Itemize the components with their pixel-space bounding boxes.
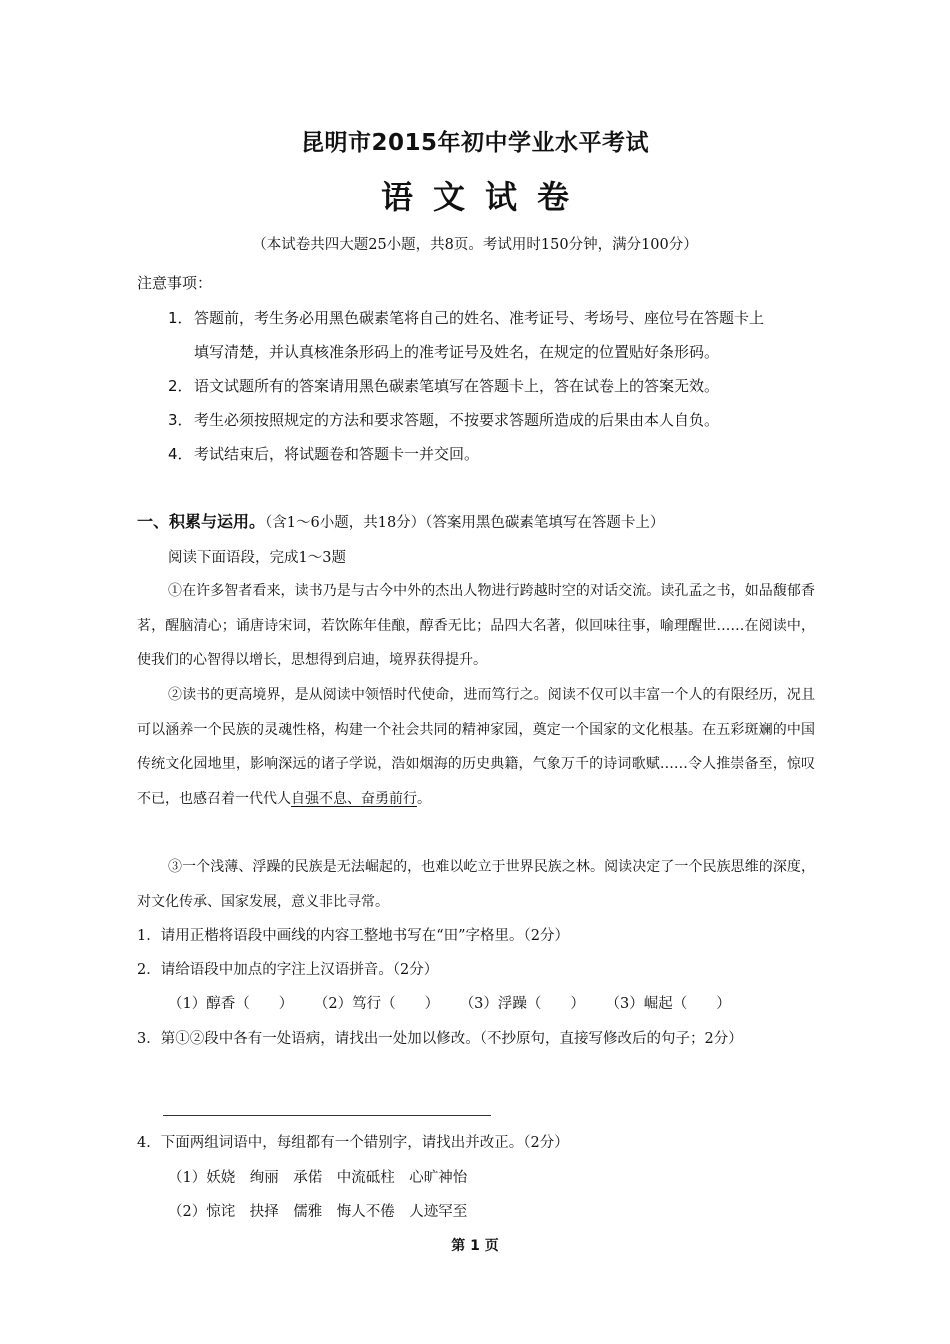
exam-subject: 语文试卷 [380,178,589,216]
option-2: （2）笃行（ ） [313,996,440,1012]
notice-item-number: 2． [168,377,193,395]
option-1: （1）醇香（ ） [168,996,294,1012]
underlined-phrase: 自强不息、奋勇前行 [291,790,417,807]
reading-paragraph-1: ①在许多智者看来，读书乃是与古今中外的杰出人物进行跨越时空的对话交流。读孔孟之书，如品馥郁香茗，醒脑清心；诵唐诗宋词，若饮陈年佳酿，醇香无比；品四大名著，似回味往事，喻理醒世……在阅读中，使我们的心智得以增长，思想得到启迪，境界获得提升。 [137,583,815,668]
reading-prompt: 阅读下面语段，完成1～3题 [168,550,346,566]
section-heading-title: 一、积累与运用。 [137,512,266,531]
reading-paragraph-3: ③一个浅薄、浮躁的民族是无法崛起的，也难以屹立于世界民族之林。阅读决定了一个民族思维的深度，对文化传承、国家发展，意义非比寻常。 [137,859,815,910]
notice-item-1 [168,307,828,329]
notice-item-2 [168,375,828,397]
paragraph-2-end: 。 [417,790,431,807]
section-heading [137,511,664,534]
question-1: 1．请用正楷将语段中画线的内容工整地书写在“田”字格里。（2分） [137,928,570,944]
question-2-options [168,993,747,1015]
option-3: （3）浮躁（ ） [459,996,585,1012]
question-4-group-1: （1）妖娆 绚丽 承偌 中流砥柱 心旷神怡 [168,1170,468,1186]
question-3: 3．第①②段中各有一处语病，请找出一处加以修改。（不抄原句，直接写修改后的句子；2分） [137,1031,743,1047]
notice-item-number: 3． [168,411,193,429]
question-4: 4．下面两组词语中，每组都有一个错别字，请找出并改正。（2分） [137,1135,569,1151]
reading-paragraph-2 [137,678,815,816]
notice-item-text: 语文试题所有的答案请用黑色碳素笔填写在答题卡上，答在试卷上的答案无效。 [194,377,720,395]
notice-item-1-continued: 填写清楚，并认真核准条形码上的准考证号及姓名，在规定的位置贴好条形码。 [194,343,720,361]
notice-title: 注意事项： [137,274,213,292]
question-4-group-2: （2）惊诧 抉择 儒雅 悔人不倦 人迹罕至 [168,1204,468,1220]
exam-title: 昆明市2015年初中学业水平考试 [300,130,649,156]
notice-item-3 [168,409,828,431]
notice-item-text: 考试结束后，将试题卷和答题卡一并交回。 [194,445,480,463]
notice-item-number: 4． [168,445,193,463]
exam-intro: （本试卷共四大题25小题，共8页。考试用时150分钟，满分100分） [252,237,698,253]
question-2: 2．请给语段中加点的字注上汉语拼音。（2分） [137,962,439,978]
answer-line[interactable] [163,1115,491,1116]
notice-item-text: 考生必须按照规定的方法和要求答题，不按要求答题所造成的后果由本人自负。 [194,411,720,429]
notice-item-number: 1． [168,309,193,327]
notice-item-4 [168,443,828,465]
paragraph-2-text: ②读书的更高境界，是从阅读中领悟时代使命，进而笃行之。阅读不仅可以丰富一个人的有限经历，况且可以涵养一个民族的灵魂性格，构建一个社会共同的精神家园，奠定一个国家的文化根基。在五彩斑斓的中国传统文化园地里，影响深远的诸子学说，浩如烟海的历史典籍，气象万千的诗词歌赋……令人推崇备至，惊叹不已，也感召着一代代人 [137,687,815,807]
option-4: （3）崛起（ ） [605,996,731,1012]
page-number: 第 1 页 [451,1238,499,1254]
section-heading-note: （含1～6小题，共18分）（答案用黑色碳素笔填写在答题卡上） [265,515,665,531]
notice-item-text: 答题前，考生务必用黑色碳素笔将自己的姓名、准考证号、考场号、座位号在答题卡上 [194,309,765,327]
